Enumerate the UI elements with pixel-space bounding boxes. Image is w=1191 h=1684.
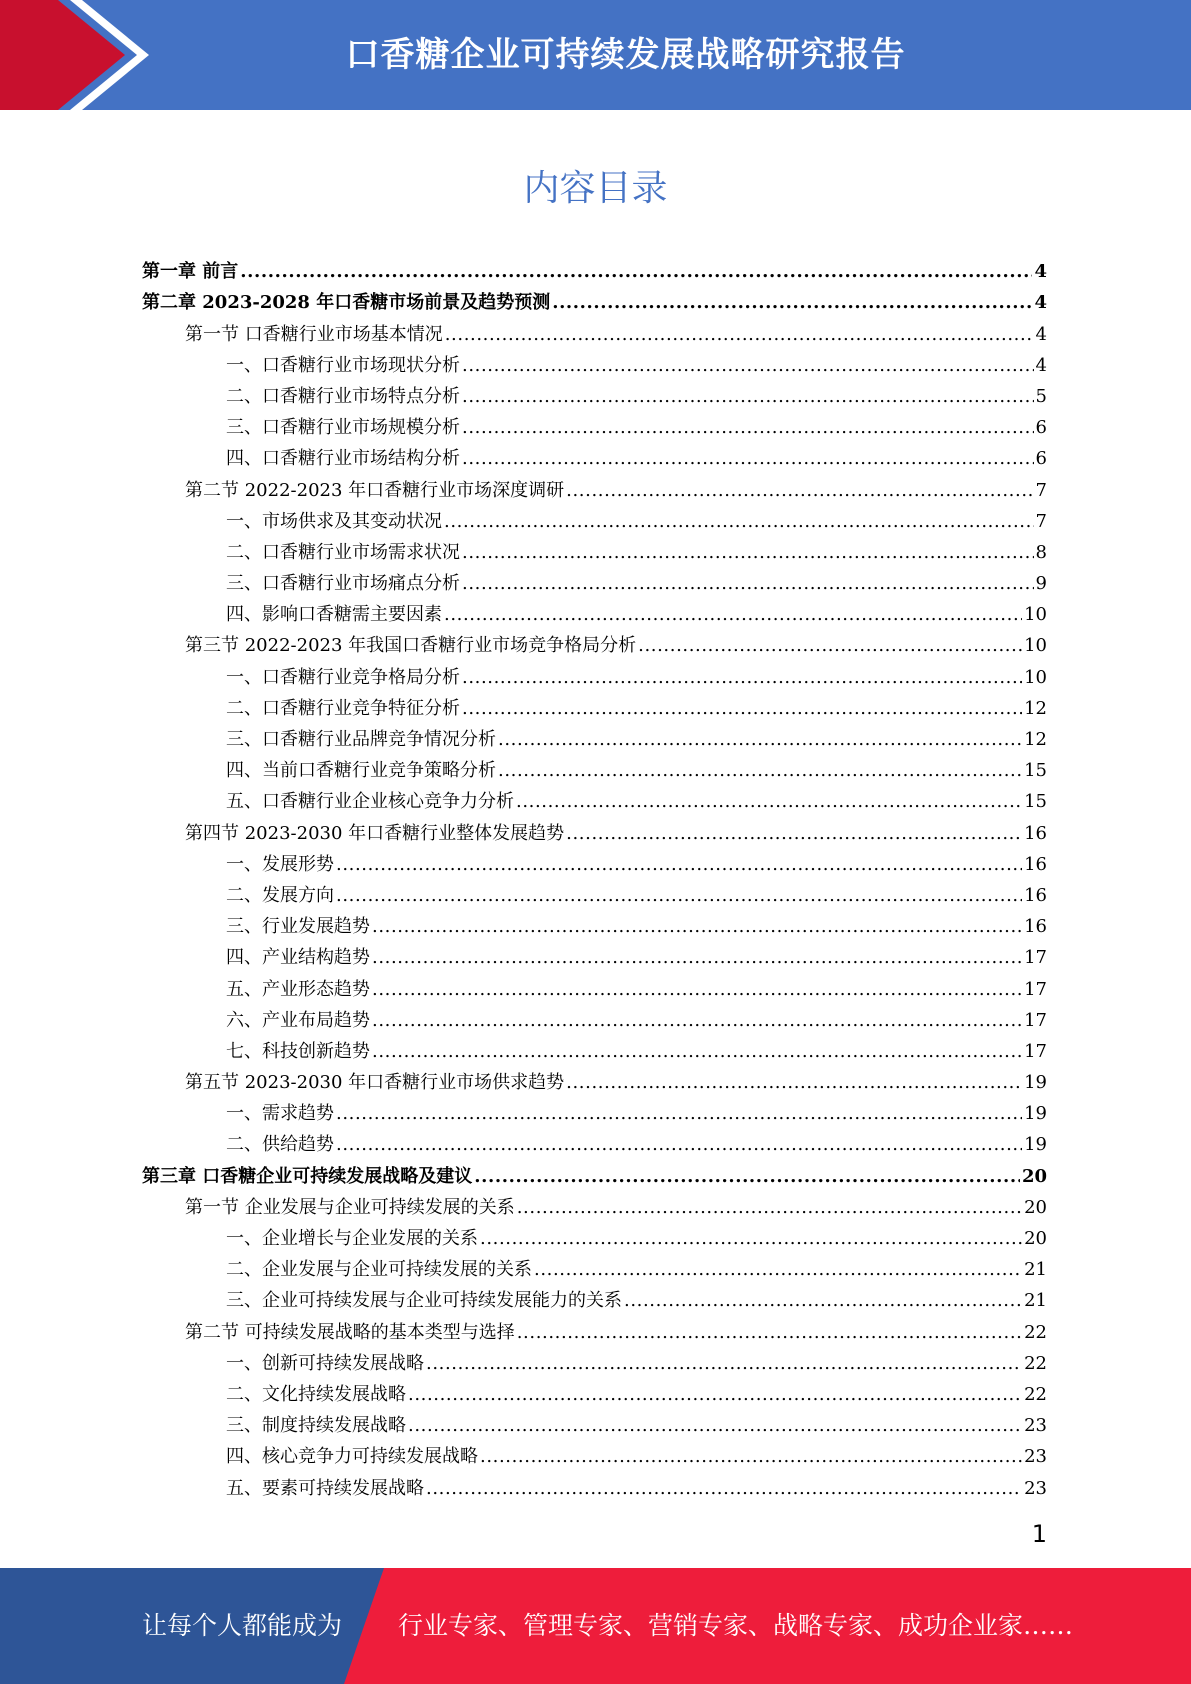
- toc-dot-leader: [462, 541, 1034, 565]
- toc-entry-title: 第二节 可持续发展战略的基本类型与选择: [185, 1321, 515, 1343]
- report-title: 口香糖企业可持续发展战略研究报告: [345, 35, 906, 75]
- toc-entry-page: 15: [1024, 760, 1047, 782]
- toc-entry-title: 一、市场供求及其变动状况: [226, 510, 442, 532]
- toc-entry-page: 21: [1024, 1259, 1047, 1281]
- toc-entry[interactable]: [142, 409, 1047, 440]
- toc-entry[interactable]: [142, 596, 1047, 627]
- toc-entry-page: 7: [1035, 510, 1047, 532]
- table-of-contents: [142, 253, 1047, 1501]
- toc-entry[interactable]: [142, 284, 1047, 315]
- toc-entry[interactable]: [142, 690, 1047, 721]
- toc-entry-page: 12: [1024, 729, 1047, 750]
- toc-dot-leader: [498, 728, 1022, 752]
- toc-entry-page: 15: [1024, 791, 1047, 813]
- toc-entry-title: 二、口香糖行业竞争特征分析: [226, 697, 460, 719]
- toc-entry[interactable]: [142, 1313, 1047, 1344]
- toc-entry-title: 七、科技创新趋势: [226, 1040, 370, 1062]
- toc-entry-page: 22: [1024, 1321, 1047, 1343]
- toc-dot-leader: [462, 697, 1022, 721]
- toc-entry[interactable]: [142, 1345, 1047, 1376]
- toc-entry-page: 8: [1035, 541, 1047, 563]
- toc-dot-leader: [426, 1352, 1022, 1376]
- toc-entry-title: 二、企业发展与企业可持续发展的关系: [226, 1259, 532, 1281]
- toc-entry[interactable]: [142, 814, 1047, 845]
- toc-dot-leader: [336, 853, 1022, 877]
- toc-dot-leader: [372, 1040, 1022, 1064]
- toc-dot-leader: [336, 1133, 1022, 1157]
- toc-entry-title: 五、口香糖行业企业核心竞争力分析: [226, 791, 514, 813]
- toc-entry-title: 第一节 企业发展与企业可持续发展的关系: [185, 1196, 515, 1218]
- toc-entry-page: 17: [1024, 947, 1047, 969]
- toc-dot-leader: [372, 1009, 1022, 1033]
- toc-entry-title: 第四节 2023-2030 年口香糖行业整体发展趋势: [185, 822, 565, 844]
- toc-dot-leader: [462, 572, 1034, 596]
- toc-entry-page: 22: [1024, 1352, 1047, 1374]
- toc-entry[interactable]: [142, 534, 1047, 565]
- toc-entry-page: 10: [1024, 604, 1047, 626]
- toc-entry[interactable]: [142, 565, 1047, 596]
- toc-entry[interactable]: [142, 378, 1047, 409]
- toc-entry[interactable]: [142, 908, 1047, 939]
- toc-entry[interactable]: [142, 783, 1047, 814]
- toc-entry-page: 20: [1024, 1196, 1047, 1218]
- toc-entry-page: 4: [1034, 292, 1047, 314]
- toc-entry[interactable]: [142, 1438, 1047, 1469]
- toc-entry-title: 一、口香糖行业竞争格局分析: [226, 666, 460, 688]
- toc-entry[interactable]: [142, 877, 1047, 908]
- toc-entry-title: 三、口香糖行业市场痛点分析: [226, 573, 460, 595]
- toc-entry[interactable]: [142, 1064, 1047, 1095]
- toc-entry-page: 6: [1035, 417, 1047, 439]
- toc-dot-leader: [462, 447, 1034, 471]
- toc-entry-page: 23: [1024, 1477, 1047, 1499]
- toc-entry-title: 第一章 前言: [142, 261, 239, 283]
- toc-entry-page: 6: [1035, 448, 1047, 470]
- toc-entry-title: 六、产业布局趋势: [226, 1009, 370, 1031]
- toc-entry-page: 9: [1035, 573, 1047, 595]
- toc-dot-leader: [462, 385, 1034, 409]
- toc-dot-leader: [552, 291, 1032, 315]
- toc-entry[interactable]: [142, 1251, 1047, 1282]
- toc-dot-leader: [372, 915, 1022, 939]
- toc-dot-leader: [534, 1258, 1022, 1282]
- toc-entry[interactable]: [142, 658, 1047, 689]
- toc-entry-title: 第二章 2023-2028 年口香糖市场前景及趋势预测: [142, 292, 551, 314]
- toc-entry-title: 五、要素可持续发展战略: [226, 1477, 424, 1499]
- toc-dot-leader: [566, 479, 1033, 503]
- toc-entry-title: 四、当前口香糖行业竞争策略分析: [226, 760, 496, 782]
- toc-entry-page: 16: [1024, 916, 1047, 938]
- toc-entry-title: 三、制度持续发展战略: [226, 1415, 406, 1437]
- toc-entry[interactable]: [142, 970, 1047, 1001]
- toc-entry-title: 第五节 2023-2030 年口香糖行业市场供求趋势: [185, 1072, 565, 1094]
- toc-entry[interactable]: [142, 1002, 1047, 1033]
- toc-dot-leader: [408, 1383, 1022, 1407]
- toc-entry-title: 一、发展形势: [226, 853, 334, 875]
- toc-dot-leader: [240, 260, 1032, 284]
- toc-entry[interactable]: [142, 471, 1047, 502]
- toc-entry-title: 一、企业增长与企业发展的关系: [226, 1228, 478, 1249]
- toc-entry-page: 10: [1024, 635, 1047, 657]
- toc-entry-title: 一、口香糖行业市场现状分析: [226, 354, 460, 376]
- toc-entry-title: 四、核心竞争力可持续发展战略: [226, 1446, 478, 1468]
- toc-entry-page: 10: [1024, 666, 1047, 688]
- toc-entry[interactable]: [142, 1220, 1047, 1251]
- toc-dot-leader: [516, 790, 1022, 814]
- toc-dot-leader: [462, 666, 1022, 690]
- toc-entry[interactable]: [142, 1376, 1047, 1407]
- toc-entry-title: 第二节 2022-2023 年口香糖行业市场深度调研: [185, 479, 565, 501]
- toc-entry[interactable]: [142, 1407, 1047, 1438]
- toc-entry-page: 23: [1024, 1415, 1047, 1437]
- toc-dot-leader: [336, 884, 1022, 908]
- toc-entry[interactable]: [142, 846, 1047, 877]
- toc-entry-title: 四、产业结构趋势: [226, 947, 370, 969]
- toc-entry-title: 二、供给趋势: [226, 1134, 334, 1156]
- toc-entry[interactable]: [142, 440, 1047, 471]
- toc-dot-leader: [517, 1321, 1022, 1345]
- toc-entry-title: 一、创新可持续发展战略: [226, 1352, 424, 1374]
- toc-dot-leader: [372, 946, 1022, 970]
- toc-entry-title: 三、口香糖行业品牌竞争情况分析: [226, 729, 496, 750]
- toc-dot-leader: [480, 1445, 1022, 1469]
- toc-entry[interactable]: [142, 1095, 1047, 1126]
- toc-entry-title: 第一节 口香糖行业市场基本情况: [185, 323, 443, 345]
- toc-entry-page: 23: [1024, 1446, 1047, 1468]
- toc-entry[interactable]: [142, 347, 1047, 378]
- toc-entry-page: 19: [1024, 1103, 1047, 1125]
- toc-dot-leader: [336, 1102, 1022, 1126]
- toc-entry-title: 第三章 口香糖企业可持续发展战略及建议: [142, 1165, 473, 1187]
- toc-entry-page: 22: [1024, 1383, 1047, 1405]
- toc-entry-page: 16: [1024, 853, 1047, 875]
- toc-heading: 内容目录: [523, 168, 668, 209]
- toc-entry-page: 21: [1024, 1290, 1047, 1312]
- toc-dot-leader: [474, 1165, 1020, 1189]
- toc-dot-leader: [372, 978, 1022, 1002]
- header-band: [0, 0, 1191, 110]
- toc-entry[interactable]: [142, 721, 1047, 752]
- footer-slogan-right: 行业专家、管理专家、营销专家、战略专家、成功企业家……: [398, 1611, 1074, 1640]
- toc-entry-page: 17: [1024, 1009, 1047, 1031]
- toc-entry-title: 三、口香糖行业市场规模分析: [226, 417, 460, 439]
- toc-entry-page: 20: [1024, 1228, 1047, 1249]
- toc-dot-leader: [444, 510, 1034, 534]
- toc-entry[interactable]: [142, 939, 1047, 970]
- toc-entry-page: 17: [1024, 1040, 1047, 1062]
- toc-entry-page: 16: [1024, 822, 1047, 844]
- toc-entry-page: 20: [1021, 1165, 1047, 1187]
- toc-dot-leader: [624, 1289, 1022, 1313]
- toc-entry[interactable]: [142, 315, 1047, 346]
- toc-entry-page: 19: [1024, 1072, 1047, 1094]
- toc-entry[interactable]: [142, 1126, 1047, 1157]
- toc-entry-page: 16: [1024, 884, 1047, 906]
- toc-entry-page: 12: [1024, 697, 1047, 719]
- toc-dot-leader: [480, 1227, 1022, 1251]
- toc-entry[interactable]: [142, 627, 1047, 658]
- toc-entry[interactable]: [142, 1189, 1047, 1220]
- toc-dot-leader: [566, 1071, 1022, 1095]
- toc-entry-title: 四、口香糖行业市场结构分析: [226, 448, 460, 470]
- toc-dot-leader: [638, 634, 1022, 658]
- toc-entry-title: 二、口香糖行业市场需求状况: [226, 541, 460, 563]
- page-number: 1: [1031, 1520, 1047, 1548]
- toc-entry-page: 4: [1034, 261, 1047, 283]
- toc-dot-leader: [426, 1477, 1022, 1501]
- toc-entry[interactable]: [142, 503, 1047, 534]
- toc-dot-leader: [444, 603, 1022, 627]
- toc-entry-title: 三、企业可持续发展与企业可持续发展能力的关系: [226, 1290, 622, 1312]
- toc-entry-title: 一、需求趋势: [226, 1103, 334, 1125]
- toc-dot-leader: [408, 1414, 1022, 1438]
- toc-entry[interactable]: [142, 1282, 1047, 1313]
- toc-entry[interactable]: [142, 1157, 1047, 1188]
- toc-entry-title: 二、口香糖行业市场特点分析: [226, 385, 460, 407]
- toc-dot-leader: [517, 1196, 1022, 1220]
- toc-dot-leader: [445, 323, 1034, 347]
- toc-dot-leader: [498, 759, 1022, 783]
- footer-slogan-left: 让每个人都能成为: [142, 1611, 343, 1640]
- toc-dot-leader: [462, 416, 1034, 440]
- toc-dot-leader: [566, 822, 1022, 846]
- toc-entry-page: 19: [1024, 1134, 1047, 1156]
- toc-entry[interactable]: [142, 253, 1047, 284]
- toc-entry-title: 四、影响口香糖需主要因素: [226, 604, 442, 626]
- toc-dot-leader: [462, 354, 1034, 378]
- toc-entry-page: 4: [1035, 354, 1047, 376]
- toc-entry-page: 4: [1035, 323, 1047, 345]
- toc-entry-title: 二、文化持续发展战略: [226, 1383, 406, 1405]
- toc-entry-title: 二、发展方向: [226, 884, 334, 906]
- toc-entry[interactable]: [142, 752, 1047, 783]
- toc-entry-title: 三、行业发展趋势: [226, 916, 370, 938]
- toc-entry-page: 7: [1035, 479, 1047, 501]
- toc-entry-page: 5: [1035, 385, 1047, 407]
- toc-entry-title: 五、产业形态趋势: [226, 978, 370, 1000]
- toc-entry-title: 第三节 2022-2023 年我国口香糖行业市场竞争格局分析: [185, 635, 637, 657]
- toc-entry[interactable]: [142, 1033, 1047, 1064]
- toc-entry[interactable]: [142, 1469, 1047, 1500]
- footer-band: [0, 1568, 1191, 1684]
- toc-entry-page: 17: [1024, 978, 1047, 1000]
